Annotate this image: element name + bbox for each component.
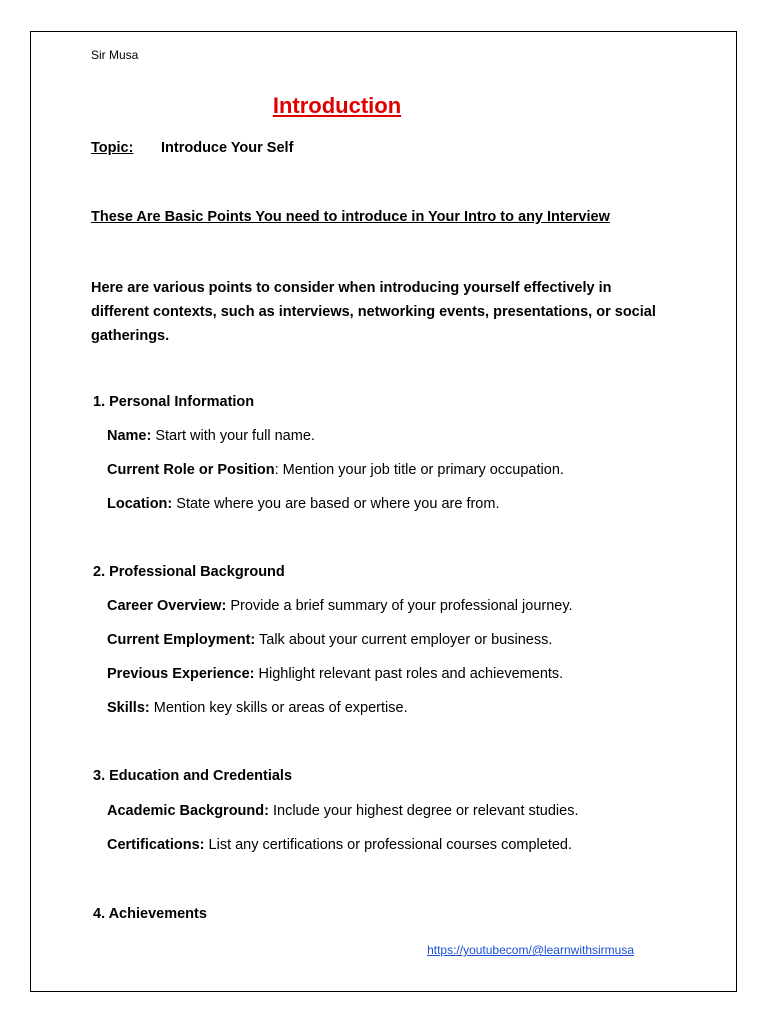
list-item (107, 462, 564, 478)
item-text: Provide a brief summary of your professional journey. (226, 598, 573, 614)
item-text: Mention key skills or areas of expertise. (149, 700, 408, 716)
item-term: Career Overview: (107, 598, 227, 614)
item-term: Location: (107, 496, 173, 512)
item-term: Name: (107, 428, 152, 444)
item-text: Start with your full name. (151, 428, 315, 444)
topic-value: Introduce Your Self (161, 140, 294, 156)
section-title-education-and-credentials: 3. Education and Credentials (93, 768, 293, 784)
list-item (107, 700, 408, 716)
topic-label: Topic: (91, 140, 134, 156)
item-term: Previous Experience: (107, 666, 255, 682)
page-header-author: Sir Musa (91, 48, 139, 62)
list-item (107, 496, 499, 512)
list-item (107, 837, 572, 853)
youtube-channel-link[interactable]: https://youtubecom/@learnwithsirmusa (427, 943, 634, 957)
item-term: Current Employment: (107, 632, 256, 648)
item-text: Include your highest degree or relevant studies. (268, 803, 579, 819)
item-text: : Mention your job title or primary occupation. (274, 462, 564, 478)
document-page (30, 31, 737, 992)
item-term: Current Role or Position (107, 462, 275, 478)
list-item (107, 666, 563, 682)
intro-paragraph: Here are various points to consider when introducing yourself effectively in different contexts, such as interviews, networking events, presentations, or social gatherings. (91, 280, 656, 344)
section-title-achievements: 4. Achievements (93, 906, 207, 922)
list-item (107, 598, 573, 614)
item-term: Certifications: (107, 837, 205, 853)
item-text: Talk about your current employer or business. (255, 632, 553, 648)
subheading: These Are Basic Points You need to introduce in Your Intro to any Interview (91, 209, 610, 225)
item-term: Academic Background: (107, 803, 269, 819)
item-term: Skills: (107, 700, 150, 716)
list-item (107, 632, 552, 648)
item-text: Highlight relevant past roles and achievements. (254, 666, 564, 682)
list-item (107, 803, 579, 819)
page-title: Introduction (272, 93, 402, 118)
list-item (107, 428, 315, 444)
section-title-professional-background: 2. Professional Background (93, 564, 285, 580)
item-text: State where you are based or where you are from. (172, 496, 500, 512)
item-text: List any certifications or professional courses completed. (204, 837, 573, 853)
section-title-personal-information: 1. Personal Information (93, 394, 255, 410)
